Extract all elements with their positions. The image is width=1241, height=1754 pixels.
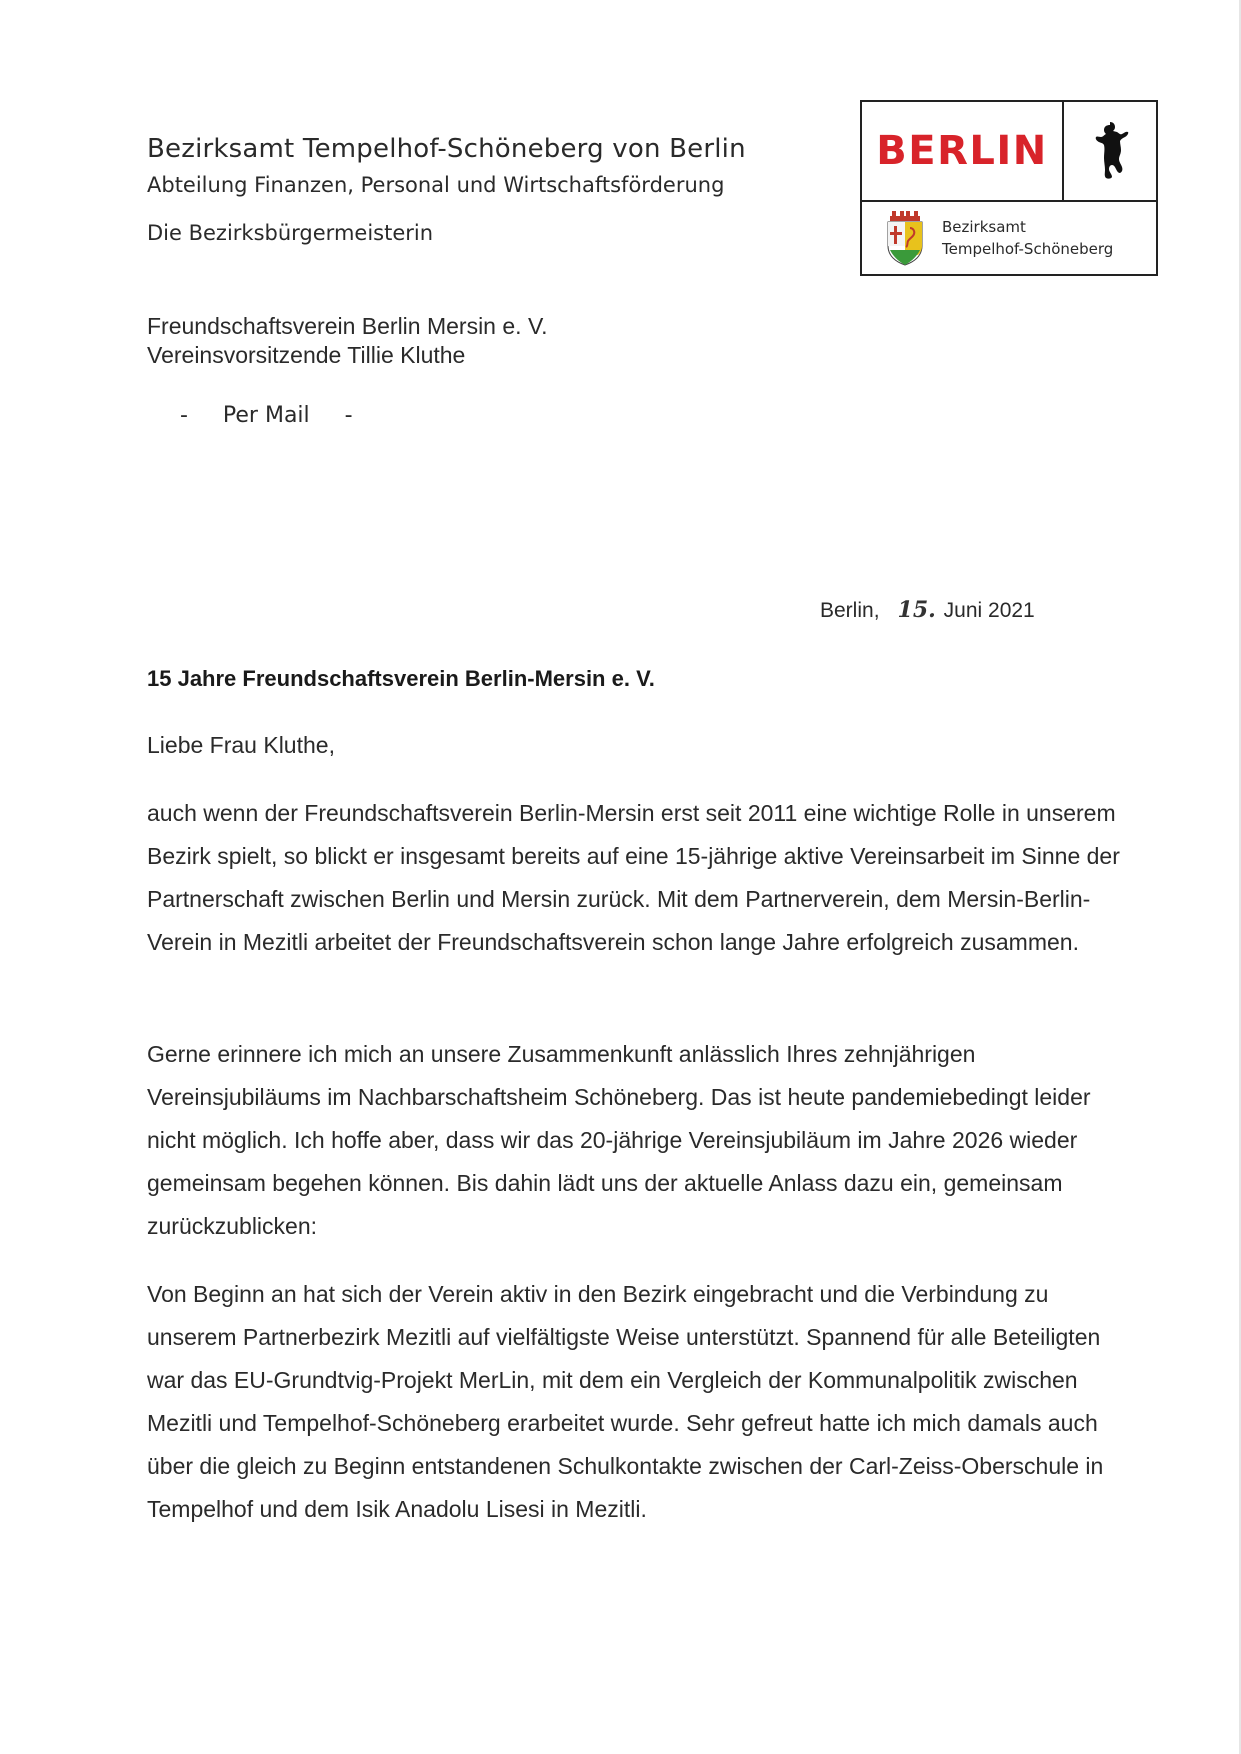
sender-department: Abteilung Finanzen, Personal und Wirtschaftsförderung: [147, 173, 725, 197]
logo-district-text: [942, 216, 1113, 260]
logo-district-line2: Tempelhof-Schöneberg: [942, 240, 1114, 258]
berlin-district-logo: [860, 100, 1158, 276]
logo-top-row: [862, 102, 1156, 202]
paragraph-text: Gerne erinnere ich mich an unsere Zusammenkunft anlässlich Ihres zehnjährigen Vereinsjubiläums im Nachbarschaftsheim Schöneberg. Das ist heute pandemiebedingt leider nicht möglich. Ich hoffe aber, dass wir das 20-jährige Vereinsjubiläum im Jahre 2026 wieder gemeinsam begehen können. Bis dahin lädt uns der aktuelle Anlass dazu ein, gemeinsam zurückzublicken:: [147, 1041, 1091, 1239]
paragraph-text: Von Beginn an hat sich der Verein aktiv in den Bezirk eingebracht und die Verbindung zu unserem Partnerbezirk Mezitli auf vielfältigste Weise unterstützt. Spannend für alle Beteiligten war das EU-Grundtvig-Projekt MerLin, mit dem ein Vergleich der Kommunalpolitik zwischen Mezitli und Tempelhof-Schöneberg erarbeitet wurde. Sehr gefreut hatte ich mich damals auch über die gleich zu Beginn entstandenen Schulkontakte zwischen der Carl-Zeiss-Oberschule in Tempelhof und dem Isik Anadolu Lisesi in Mezitli.: [147, 1281, 1104, 1522]
logo-bottom-row: [862, 202, 1156, 274]
date-place: Berlin,: [820, 599, 880, 622]
dateline: [820, 597, 1035, 623]
body-paragraph-1: [147, 792, 1127, 964]
logo-district-line1: Bezirksamt: [942, 218, 1026, 236]
delivery-method: - Per Mail -: [180, 403, 353, 428]
logo-wordmark-cell: [862, 102, 1064, 200]
sender-block: [147, 132, 746, 248]
sender-role: Die Bezirksbürgermeisterin: [147, 221, 434, 245]
berlin-wordmark: BERLIN: [876, 128, 1048, 174]
date-day-handwritten: 15.: [897, 597, 936, 623]
paragraph-text: auch wenn der Freundschaftsverein Berlin-Mersin erst seit 2011 eine wichtige Rolle in unserem Bezirk spielt, so blickt er insgesamt bereits auf eine 15-jährige aktive Vereinsarbeit im Sinne der Partnerschaft zwischen Berlin und Mersin zurück. Mit dem Partnerverein, dem Mersin-Berlin-Verein in Mezitli arbeitet der Freundschaftsverein schon lange Jahre erfolgreich zusammen.: [147, 800, 1120, 955]
recipient-block: [147, 312, 548, 370]
berlin-bear-icon: [1088, 119, 1132, 183]
date-month-year: Juni 2021: [943, 599, 1035, 622]
logo-bear-cell: [1064, 102, 1156, 200]
recipient-name: Freundschaftsverein Berlin Mersin e. V.: [147, 313, 548, 339]
sender-organization: Bezirksamt Tempelhof-Schöneberg von Berlin: [147, 134, 746, 164]
letter-salutation: Liebe Frau Kluthe,: [147, 732, 335, 758]
letter-subject: 15 Jahre Freundschaftsverein Berlin-Mersin e. V.: [147, 666, 655, 691]
district-coat-of-arms-icon: [886, 210, 924, 266]
body-paragraph-2: [147, 1033, 1127, 1248]
recipient-contact: Vereinsvorsitzende Tillie Kluthe: [147, 342, 466, 368]
body-paragraph-3: [147, 1273, 1127, 1531]
